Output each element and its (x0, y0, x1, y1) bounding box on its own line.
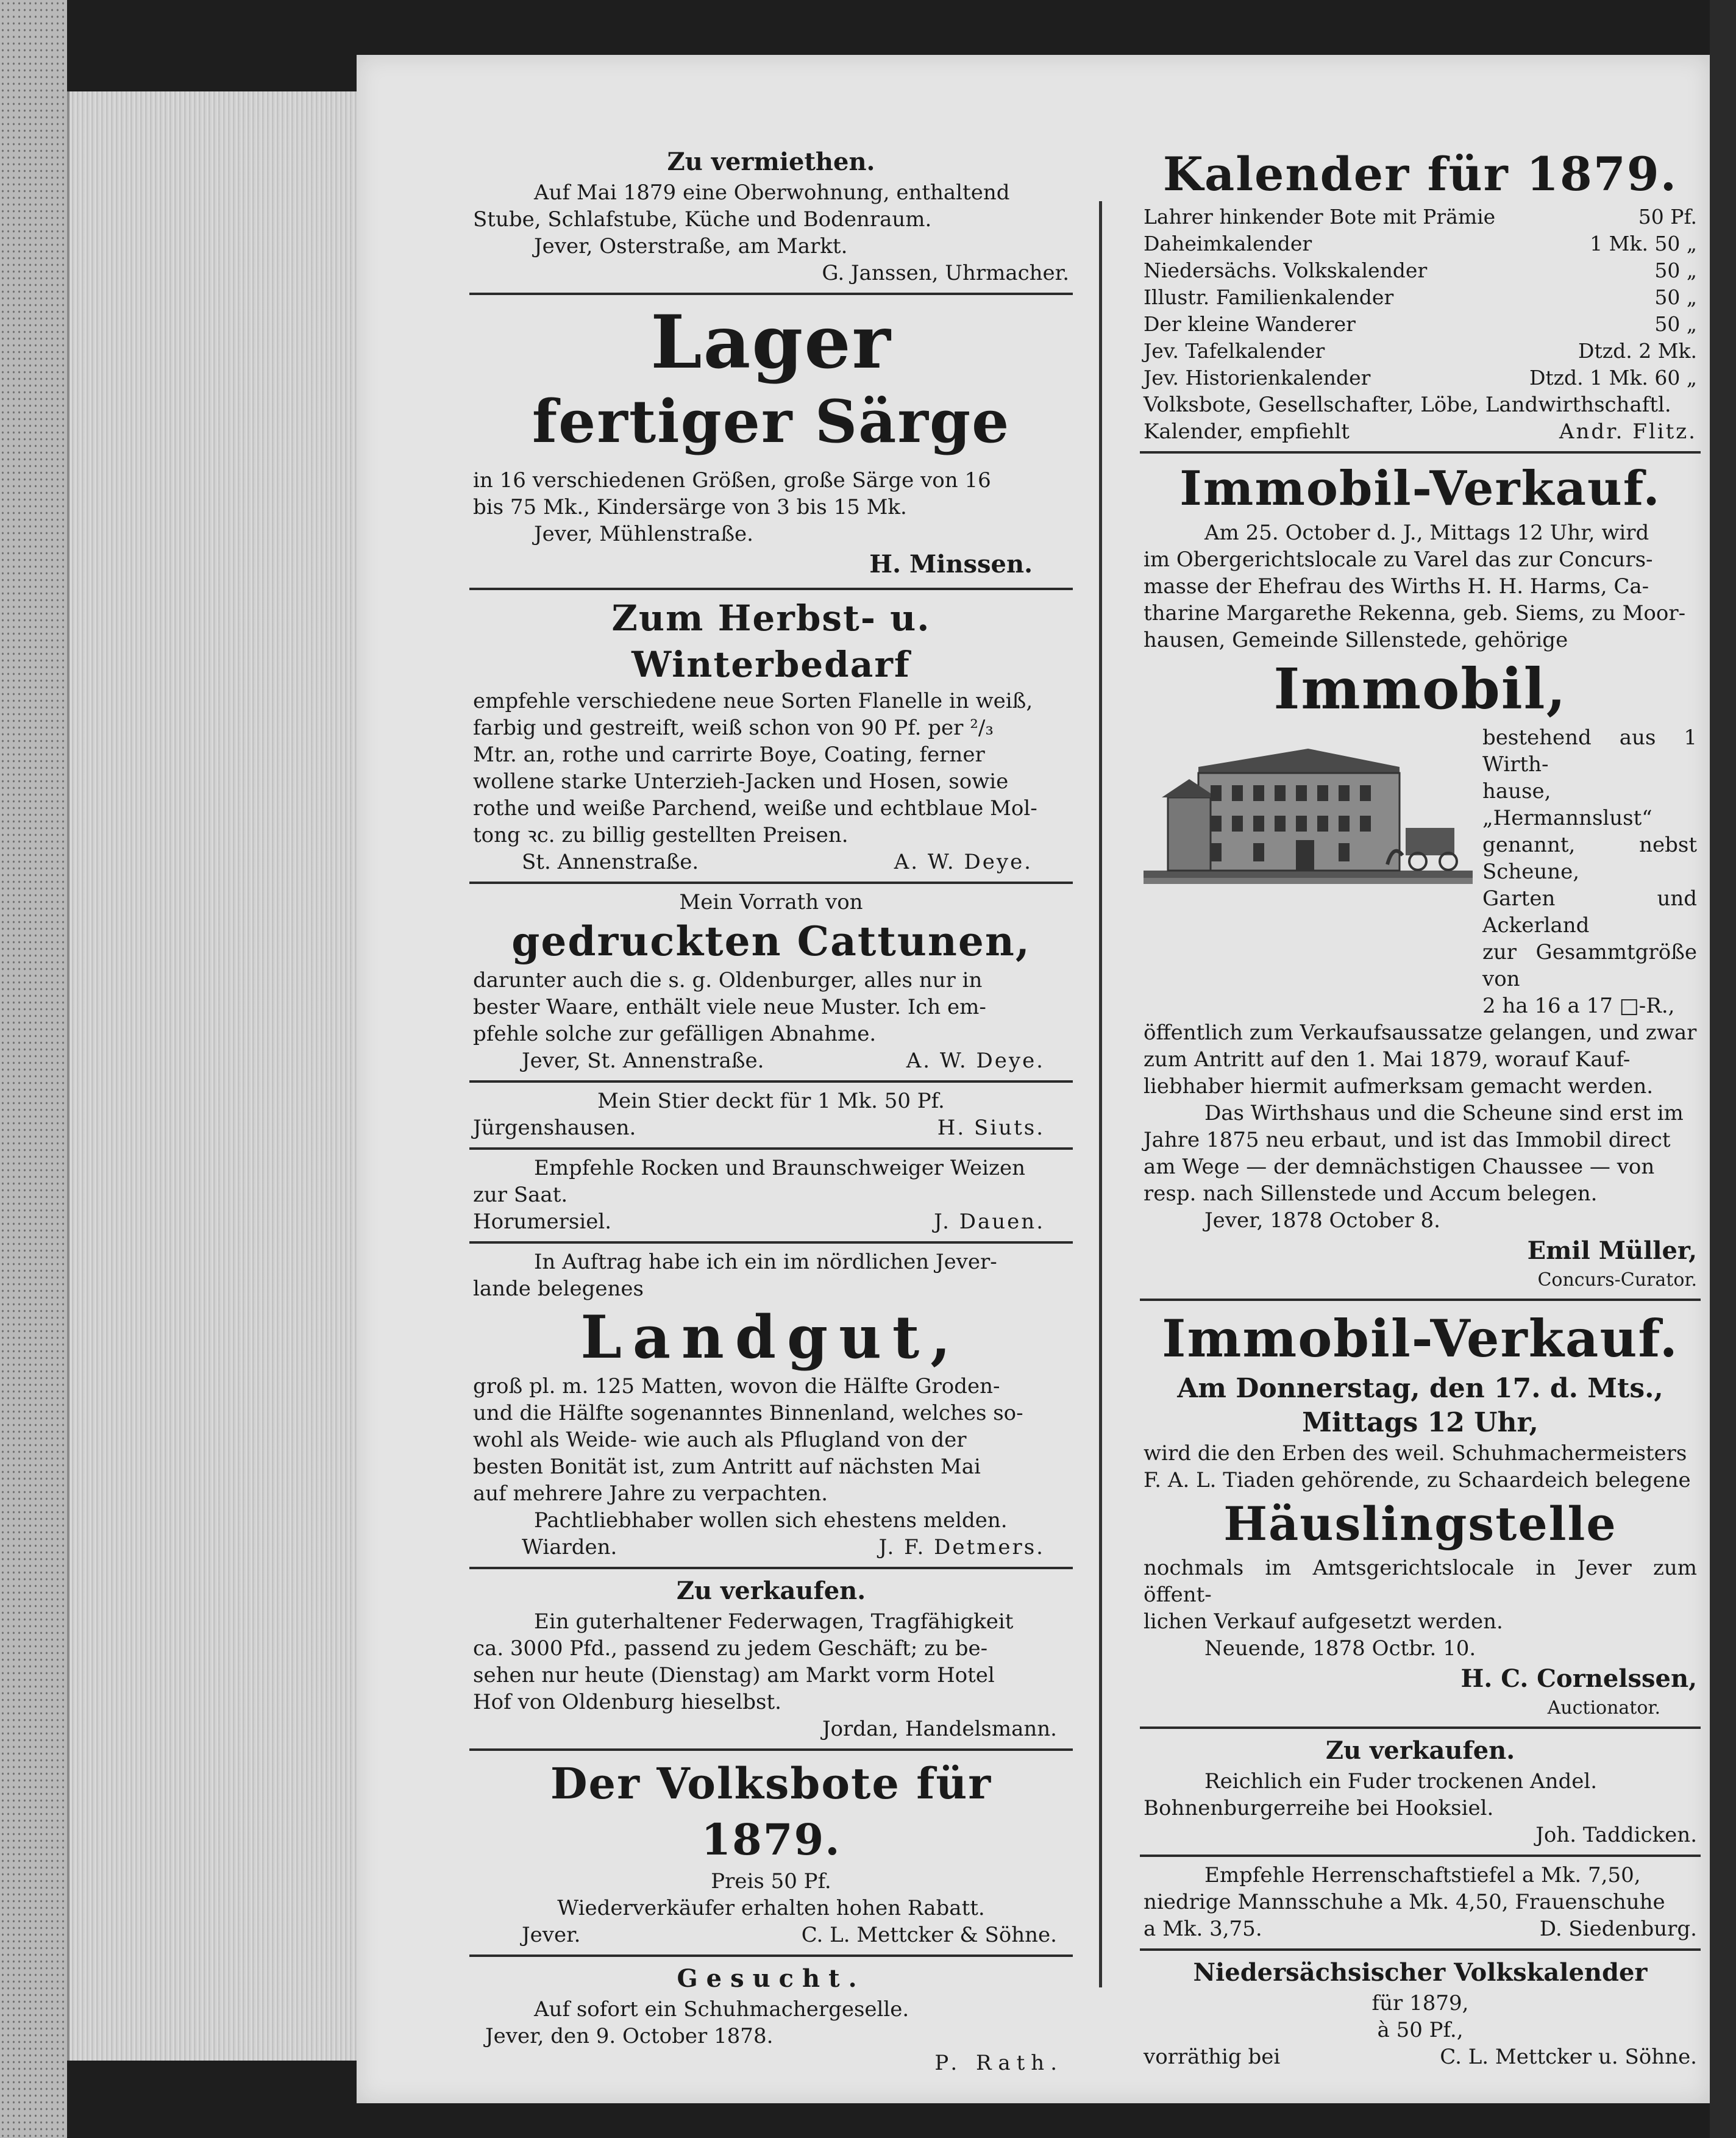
ad-signature: A. W. Deye. (906, 1049, 1045, 1073)
list-item (1144, 204, 1697, 230)
ad-signature: Joh. Taddicken. (1535, 1823, 1697, 1847)
ad-line: Mein Stier deckt für 1 Mk. 50 Pf. (597, 1089, 945, 1113)
ad-line: ca. 3000 Pfd., passend zu jedem Geschäft; zu be- (473, 1636, 988, 1661)
ad-zu-verkaufen-andel (1140, 1729, 1701, 1857)
ad-title: Immobil-Verkauf. (1162, 1308, 1679, 1369)
ad-signature: Jordan, Handelsmann. (822, 1717, 1057, 1741)
ad-line: Jahre 1875 neu erbaut, und ist das Immobil direct (1144, 1128, 1671, 1152)
ad-line: Pachtliebhaber wollen sich ehestens melden. (534, 1508, 1008, 1533)
ad-line: à 50 Pf., (1377, 2018, 1464, 2042)
ad-line: Reichlich ein Fuder trockenen Andel. (1204, 1769, 1598, 1794)
ad-signature: P. Rath. (934, 2051, 1063, 2075)
ad-signature-row (1144, 418, 1697, 445)
ad-line: und die Hälfte sogenanntes Binnenland, welches so- (473, 1401, 1023, 1425)
ad-line: auf mehrere Jahre zu verpachten. (473, 1481, 828, 1506)
ad-line: öffentlich zum Verkaufsaussatze gelangen, und zwar (1144, 1021, 1697, 1045)
ad-line: zum Antritt auf den 1. Mai 1879, worauf Kauf- (1144, 1047, 1631, 1072)
ad-signature: J. F. Detmers. (878, 1535, 1045, 1559)
ad-line: Das Wirthshaus und die Scheune sind erst im (1204, 1101, 1684, 1125)
ad-line: liebhaber hiermit aufmerksam gemacht werden. (1144, 1074, 1654, 1099)
ad-line: Mtr. an, rothe und carrirte Boye, Coating, ferner (473, 743, 985, 767)
list-item (1144, 311, 1697, 338)
ad-line: hause, „Hermannslust“ (1482, 779, 1652, 830)
ad-line: darunter auch die s. g. Oldenburger, alles nur in (473, 968, 983, 992)
ad-line: farbig und gestreift, weiß schon von 90 Pf. per ²/₃ (473, 716, 994, 740)
ad-line: in 16 verschiedenen Größen, große Särge von 16 (473, 468, 991, 493)
ad-signature: H. Siuts. (937, 1116, 1045, 1140)
ad-kalender (1140, 140, 1701, 454)
ad-title: Immobil-Verkauf. (1179, 461, 1661, 516)
ad-line: zur Gesammtgröße von (1482, 940, 1697, 991)
ad-place: St. Annenstraße. (522, 850, 699, 874)
list-item-name: Lahrer hinkender Bote mit Prämie (1144, 205, 1496, 229)
ad-line: a Mk. 3,75. (1144, 1917, 1262, 1941)
ad-signature: C. L. Mettcker & Söhne. (801, 1923, 1057, 1947)
ad-signature-row (473, 1922, 1069, 1948)
ad-signature-row (473, 1114, 1069, 1141)
ad-stier (469, 1083, 1073, 1150)
ad-place: Jürgenshausen. (473, 1116, 636, 1140)
ad-cattunen (469, 884, 1073, 1083)
list-item-price: 50 „ (1654, 285, 1697, 309)
ad-signature: Andr. Flitz. (1559, 419, 1697, 444)
ad-line-bold: Mittags 12 Uhr, (1302, 1407, 1539, 1438)
ad-signature-title: Auctionator. (1547, 1697, 1660, 1719)
house-description (1482, 724, 1697, 1019)
ad-line: Jever, 1878 October 8. (1204, 1208, 1440, 1233)
list-item-price: 50 „ (1654, 312, 1697, 336)
ad-title-large: Lager (650, 299, 892, 385)
ad-signature: Emil Müller, (1527, 1236, 1697, 1265)
ad-line: F. A. L. Tiaden gehörende, zu Schaardeich belegene (1144, 1468, 1691, 1492)
ad-federwagen (469, 1569, 1073, 1751)
right-edge (1710, 0, 1736, 2138)
ad-title: Zu vermiethen. (667, 148, 875, 176)
ad-title: Gesucht. (677, 1964, 866, 1993)
ad-line: pfehle solche zur gefälligen Abnahme. (473, 1022, 877, 1046)
ad-line: Auf Mai 1879 eine Oberwohnung, enthaltend (534, 180, 1010, 205)
ad-place: Wiarden. (522, 1535, 617, 1559)
ad-place: Kalender, empfiehlt (1144, 419, 1350, 444)
ad-signature-row (473, 849, 1069, 875)
ad-place: Jever. (522, 1923, 581, 1947)
ad-line: masse der Ehefrau des Wirths H. H. Harms, Ca- (1144, 574, 1649, 599)
ad-line: tharine Margarethe Rekenna, geb. Siems, zu Moor- (1144, 601, 1686, 625)
ad-title-large: Landgut, (580, 1303, 962, 1372)
ad-line: Neuende, 1878 Octbr. 10. (1204, 1636, 1476, 1661)
ad-title: Der Volksbote für 1879. (550, 1758, 992, 1865)
ad-line: In Auftrag habe ich ein im nördlichen Jever- (534, 1250, 997, 1274)
ad-line: zur Saat. (473, 1183, 568, 1207)
list-item-price: Dtzd. 2 Mk. (1578, 339, 1697, 363)
list-item-name: Der kleine Wanderer (1144, 312, 1356, 336)
list-item-price: 50 Pf. (1638, 205, 1697, 229)
ad-zu-vermiethen (469, 140, 1073, 295)
ad-line: wohl als Weide- wie auch als Pflugland von der (473, 1428, 967, 1452)
ad-signature-title: Concurs-Curator. (1537, 1269, 1697, 1291)
ad-line: Auf sofort ein Schuhmachergeselle. (534, 1997, 909, 2022)
ad-line: Ein guterhaltener Federwagen, Tragfähigkeit (534, 1609, 1014, 1634)
ad-line: am Wege — der demnächstigen Chaussee — von (1144, 1155, 1655, 1179)
ad-line: lande belegenes (473, 1277, 644, 1301)
ad-immobil-verkauf-2 (1140, 1301, 1701, 1729)
ad-line: Volksbote, Gesellschafter, Löbe, Landwirthschaftl. (1144, 393, 1671, 417)
list-item-price: 50 „ (1654, 258, 1697, 282)
ad-line: bester Waare, enthält viele neue Muster. Ich em- (473, 995, 986, 1019)
ad-line: Mein Vorrath von (679, 890, 863, 914)
ad-immobil-verkauf-1 (1140, 454, 1701, 1301)
ad-title: gedruckten Cattunen, (511, 918, 1031, 965)
list-item (1144, 284, 1697, 311)
ad-signature: H. Minssen. (869, 550, 1033, 579)
ad-subtitle-large: fertiger Särge (532, 387, 1011, 456)
ad-volksbote (469, 1751, 1073, 1957)
ad-signature: C. L. Mettcker u. Söhne. (1440, 2045, 1697, 2069)
ad-line: genannt, nebst Scheune, (1482, 833, 1697, 884)
ad-line: nochmals im Amtsgerichtslocale in Jever zum öffent- (1144, 1556, 1697, 1607)
ad-line: Jever, Osterstraße, am Markt. (534, 234, 848, 258)
ad-title: Zu verkaufen. (676, 1577, 866, 1605)
ad-title: Kalender für 1879. (1162, 147, 1678, 201)
ad-lager-saerge (469, 295, 1073, 590)
ad-line: Preis 50 Pf. (711, 1869, 831, 1894)
ad-line: rothe und weiße Parchend, weiße und echtblaue Mol- (473, 796, 1037, 821)
ad-signature: J. Dauen. (934, 1210, 1045, 1234)
ad-line: lichen Verkauf aufgesetzt werden. (1144, 1609, 1503, 1634)
list-item-name: Niedersächs. Volkskalender (1144, 258, 1428, 282)
page-stack (67, 91, 362, 2061)
ad-line: resp. nach Sillenstede und Accum belegen. (1144, 1181, 1598, 1206)
list-item-name: Daheimkalender (1144, 232, 1312, 255)
ad-line: Empfehle Rocken und Braunschweiger Weizen (534, 1156, 1025, 1180)
list-item (1144, 230, 1697, 257)
list-item-price: 1 Mk. 50 „ (1590, 232, 1697, 255)
ad-place: Jever, St. Annenstraße. (522, 1049, 764, 1073)
ad-place: Jever, den 9. October 1878. (485, 2024, 774, 2048)
left-column (469, 140, 1073, 2083)
ad-signature: A. W. Deye. (894, 850, 1033, 874)
ad-line: bis 75 Mk., Kindersärge von 3 bis 15 Mk. (473, 495, 907, 519)
ad-line: Hof von Oldenburg hieselbst. (473, 1690, 781, 1714)
list-item-name: Jev. Tafelkalender (1144, 339, 1325, 363)
ad-schuhe (1140, 1857, 1701, 1951)
ad-niedersaechsischer-volkskalender (1140, 1951, 1701, 2076)
ad-line: im Obergerichtslocale zu Varel das zur Concurs- (1144, 547, 1653, 572)
ad-line: Bohnenburgerreihe bei Hooksiel. (1144, 1796, 1494, 1820)
ad-herbst-winterbedarf (469, 590, 1073, 884)
ad-signature: D. Siedenburg. (1539, 1917, 1697, 1941)
book-edge (0, 0, 67, 2138)
ad-line: Garten und Ackerland (1482, 886, 1697, 938)
house-illustration-image (1144, 724, 1473, 889)
list-item-name: Illustr. Familienkalender (1144, 285, 1394, 309)
ad-signature-row (473, 1534, 1069, 1561)
list-item (1144, 365, 1697, 391)
ad-line: wollene starke Unterzieh-Jacken und Hosen, sowie (473, 769, 1009, 794)
ad-line: Stube, Schlafstube, Küche und Bodenraum. (473, 207, 932, 232)
ad-title-large: Häuslingstelle (1223, 1497, 1617, 1551)
ad-place: Horumersiel. (473, 1210, 612, 1234)
ad-title: Zu verkaufen. (1325, 1736, 1515, 1765)
ad-line: Jever, Mühlenstraße. (534, 522, 753, 546)
ad-line: Am 25. October d. J., Mittags 12 Uhr, wird (1204, 521, 1649, 545)
list-item (1144, 338, 1697, 365)
ad-line: Wiederverkäufer erhalten hohen Rabatt. (557, 1896, 985, 1920)
right-column (1140, 140, 1701, 2076)
list-item (1144, 257, 1697, 284)
ad-line: hausen, Gemeinde Sillenstede, gehörige (1144, 628, 1568, 652)
ad-signature-row (473, 1047, 1069, 1074)
ad-signature-row (1144, 2044, 1697, 2070)
ad-signature-row (1144, 1915, 1697, 1942)
ad-title: Zum Herbst- u. Winterbedarf (611, 597, 931, 685)
ad-line-bold: Am Donnerstag, den 17. d. Mts., (1177, 1373, 1663, 1404)
ad-line: sehen nur heute (Dienstag) am Markt vorm Hotel (473, 1663, 995, 1687)
ad-line: für 1879, (1371, 1991, 1469, 2015)
ad-line: niedrige Mannsschuhe a Mk. 4,50, Frauenschuhe (1144, 1890, 1665, 1914)
ad-line: groß pl. m. 125 Matten, wovon die Hälfte Groden- (473, 1374, 1000, 1399)
ad-place: vorräthig bei (1144, 2045, 1281, 2069)
ad-line: Empfehle Herrenschaftstiefel a Mk. 7,50, (1204, 1863, 1641, 1887)
ad-title-large: Immobil, (1273, 656, 1567, 722)
list-item-price: Dtzd. 1 Mk. 60 „ (1529, 366, 1697, 390)
ad-landgut (469, 1244, 1073, 1569)
ad-gesucht (469, 1957, 1073, 2083)
ad-line: empfehle verschiedene neue Sorten Flanelle in weiß, (473, 689, 1033, 713)
ad-line: besten Bonität ist, zum Antritt auf nächsten Mai (473, 1455, 981, 1479)
ad-line: 2 ha 16 a 17 □-R., (1482, 994, 1675, 1018)
ad-rocken-weizen (469, 1150, 1073, 1244)
ad-signature: G. Janssen, Uhrmacher. (822, 261, 1069, 285)
ad-line: wird die den Erben des weil. Schuhmachermeisters (1144, 1441, 1687, 1466)
column-divider (1099, 201, 1102, 1987)
ad-line: tong ꝛc. zu billig gestellten Preisen. (473, 823, 848, 847)
ad-signature-row (473, 1208, 1069, 1235)
ad-title: Niedersächsischer Volkskalender (1193, 1958, 1648, 1987)
ad-line: bestehend aus 1 Wirth- (1482, 725, 1697, 777)
ad-signature: H. C. Cornelssen, (1460, 1664, 1697, 1693)
list-item-name: Jev. Historienkalender (1144, 366, 1371, 390)
house-block (1144, 724, 1697, 1019)
